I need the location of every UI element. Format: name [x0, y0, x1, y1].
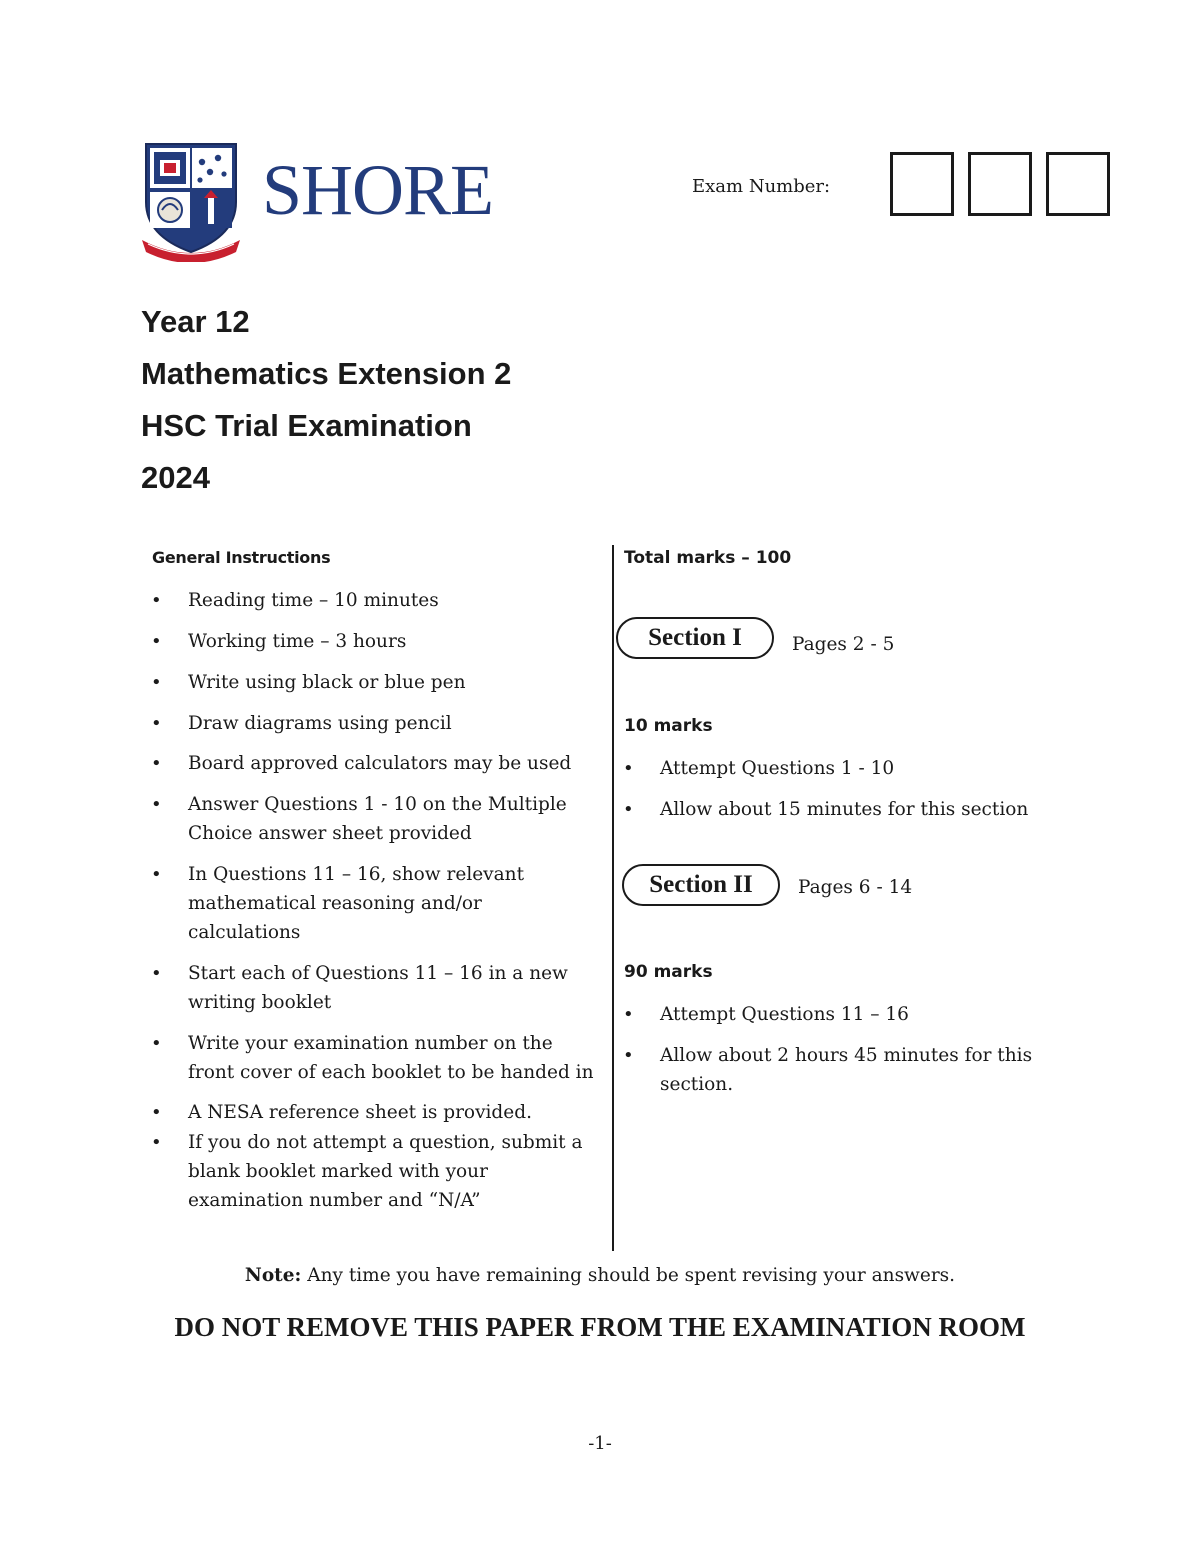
- instruction-item: • Answer Questions 1 - 10 on the Multiple Choice answer sheet provided: [151, 794, 567, 844]
- section-2-pages: Pages 6 - 14: [798, 877, 913, 898]
- title-exam: HSC Trial Examination: [141, 408, 472, 443]
- title-date: 2024: [141, 460, 210, 495]
- school-wordmark: SHORE: [262, 150, 494, 230]
- title-year: Year 12: [141, 304, 250, 339]
- section-1-badge: Section I: [616, 617, 774, 659]
- school-crest-logo: [140, 140, 242, 262]
- exam-number-label: Exam Number:: [692, 176, 831, 197]
- instruction-item: • Reading time – 10 minutes: [151, 590, 439, 611]
- section-2-marks: 90 marks: [624, 962, 713, 982]
- instruction-item: • Write your examination number on the front cover of each booklet to be handed in: [151, 1033, 594, 1083]
- exam-title-block: [141, 298, 511, 506]
- instruction-item: • Draw diagrams using pencil: [151, 713, 452, 734]
- exam-number-box-3[interactable]: [1046, 152, 1110, 216]
- exam-number-box-2[interactable]: [968, 152, 1032, 216]
- section-2-item: • Attempt Questions 11 – 16: [623, 1004, 909, 1025]
- page-number: -1-: [588, 1433, 612, 1454]
- general-instructions-heading: General Instructions: [152, 548, 331, 567]
- instruction-item: • Board approved calculators may be used: [151, 753, 572, 774]
- instruction-item: • Write using black or blue pen: [151, 672, 466, 693]
- section-1-marks: 10 marks: [624, 716, 713, 736]
- instruction-item: • Start each of Questions 11 – 16 in a new writing booklet: [151, 963, 568, 1013]
- exam-number-box-1[interactable]: [890, 152, 954, 216]
- do-not-remove-warning: DO NOT REMOVE THIS PAPER FROM THE EXAMINATION ROOM: [174, 1312, 1026, 1342]
- note-line: [0, 1265, 1200, 1286]
- instruction-item: • A NESA reference sheet is provided.: [151, 1102, 532, 1123]
- instruction-item: • In Questions 11 – 16, show relevant mathematical reasoning and/or calculations: [151, 864, 525, 943]
- instruction-item: • Working time – 3 hours: [151, 631, 407, 652]
- section-1-item: • Allow about 15 minutes for this section: [623, 799, 1029, 820]
- section-1-item: • Attempt Questions 1 - 10: [623, 758, 895, 779]
- section-1-pages: Pages 2 - 5: [792, 634, 895, 655]
- section-2-item: • Allow about 2 hours 45 minutes for this section.: [623, 1045, 1033, 1095]
- column-divider: [612, 545, 614, 1251]
- instruction-item: • If you do not attempt a question, submit a blank booklet marked with your examination number and “N/A”: [151, 1132, 583, 1211]
- total-marks: Total marks – 100: [624, 548, 792, 568]
- title-subject: Mathematics Extension 2: [141, 356, 512, 391]
- section-2-badge: Section II: [622, 864, 780, 906]
- note-text: Any time you have remaining should be spent revising your answers.: [301, 1265, 956, 1286]
- note-label: Note:: [244, 1265, 302, 1286]
